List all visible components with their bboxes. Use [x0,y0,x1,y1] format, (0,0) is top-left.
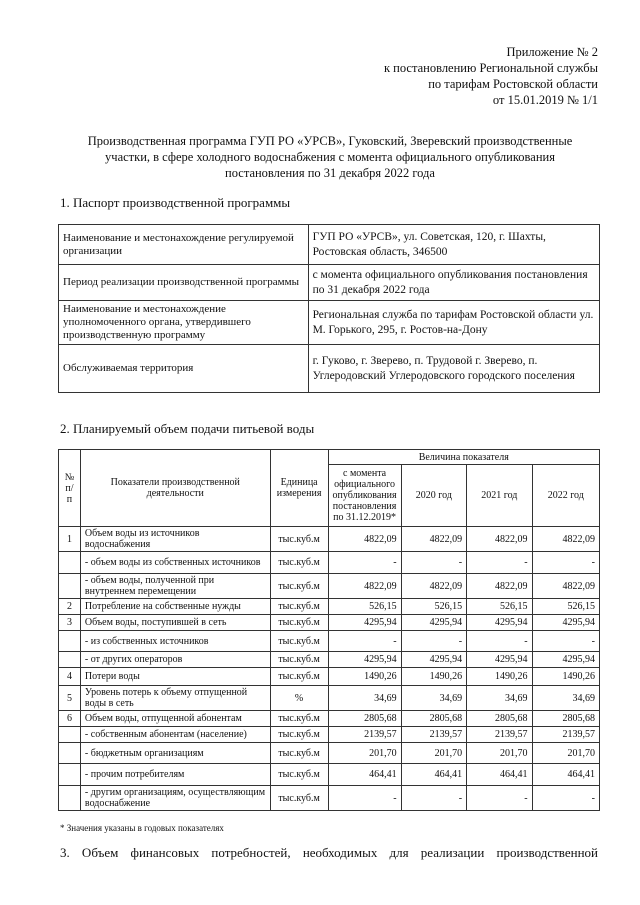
row-number [59,764,81,786]
header-unit: Единица измерения [270,450,328,527]
row-unit: тыс.куб.м [270,743,328,764]
row-indicator: Уровень потерь к объему отпущенной воды в сеть [80,686,270,711]
row-value: 4295,94 [532,652,599,668]
table-row [59,631,600,652]
row-unit: % [270,686,328,711]
row-indicator: Потери воды [80,668,270,686]
row-unit: тыс.куб.м [270,668,328,686]
row-indicator: Объем воды, поступившей в сеть [80,615,270,631]
row-number [59,743,81,764]
row-number: 6 [59,711,81,727]
section2-heading: 2. Планируемый объем подачи питьевой воды [60,421,315,436]
row-value: - [401,786,466,811]
row-unit: тыс.куб.м [270,552,328,574]
row-value: 201,70 [328,743,401,764]
row-value: 201,70 [401,743,466,764]
row-indicator: - из собственных источников [80,631,270,652]
row-value: 4822,09 [328,527,401,552]
row-indicator: Потребление на собственные нужды [80,599,270,615]
passport-value: ГУП РО «УРСВ», ул. Советская, 120, г. Шахты, Ростовская область, 346500 [308,225,599,265]
passport-table [58,224,600,393]
row-value: 1490,26 [328,668,401,686]
passport-label: Наименование и местонахождение уполномоченного органа, утвердившего производственную программу [59,301,309,345]
appendix-line: по тарифам Ростовской области [428,77,598,91]
row-value: - [532,631,599,652]
table-row [59,668,600,686]
table-row [59,552,600,574]
table-row [59,743,600,764]
table-row [59,786,600,811]
row-unit: тыс.куб.м [270,764,328,786]
row-value: 2139,57 [532,727,599,743]
row-value: 4295,94 [401,652,466,668]
row-value: 2139,57 [401,727,466,743]
header-year: 2021 год [467,465,532,527]
passport-row [59,345,600,393]
row-value: 2805,68 [401,711,466,727]
row-unit: тыс.куб.м [270,652,328,668]
row-value: 4822,09 [467,574,532,599]
row-value: 4822,09 [532,574,599,599]
table-row [59,727,600,743]
row-value: - [401,552,466,574]
row-value: 526,15 [328,599,401,615]
row-indicator: - бюджетным организациям [80,743,270,764]
row-number: 4 [59,668,81,686]
row-value: 1490,26 [532,668,599,686]
row-value: 201,70 [467,743,532,764]
row-unit: тыс.куб.м [270,727,328,743]
header-period: с момента официального опубликования постановления по 31.12.2019* [328,465,401,527]
row-value: 4295,94 [467,615,532,631]
row-value: 526,15 [532,599,599,615]
passport-row [59,225,600,265]
row-value: - [532,552,599,574]
row-value: 526,15 [401,599,466,615]
appendix-line: к постановлению Региональной службы [383,61,598,75]
row-value: 34,69 [401,686,466,711]
passport-label: Наименование и местонахождение регулируемой организации [59,225,309,265]
row-value: 464,41 [532,764,599,786]
passport-value: Региональная служба по тарифам Ростовской области ул. М. Горького, 295, г. Ростов-на-Дону [308,301,599,345]
header-year: 2022 год [532,465,599,527]
header-year: 2020 год [401,465,466,527]
passport-value: с момента официального опубликования постановления по 31 декабря 2022 года [308,265,599,301]
title-line: участки, в сфере холодного водоснабжения с момента официального опубликования [105,150,555,164]
row-unit: тыс.куб.м [270,615,328,631]
row-indicator: - прочим потребителям [80,764,270,786]
table-row [59,764,600,786]
row-value: 4822,09 [401,527,466,552]
row-indicator: - объем воды из собственных источников [80,552,270,574]
table-row [59,652,600,668]
table-row [59,615,600,631]
row-number [59,727,81,743]
row-value: - [467,552,532,574]
passport-label: Обслуживаемая территория [59,345,309,393]
row-value: 526,15 [467,599,532,615]
row-number [59,652,81,668]
header-group: Величина показателя [328,450,599,465]
row-unit: тыс.куб.м [270,574,328,599]
appendix-block [384,44,598,108]
title-line: Производственная программа ГУП РО «УРСВ», Гуковский, Зверевский производственные [87,134,573,148]
row-value: 2805,68 [467,711,532,727]
water-volume-table [58,449,600,811]
row-value: 4295,94 [401,615,466,631]
header-indicator: Показатели производственной деятельности [80,450,270,527]
row-number [59,552,81,574]
row-value: - [328,786,401,811]
table-row [59,686,600,711]
appendix-line: Приложение № 2 [506,45,598,59]
section3-heading: 3. Объем финансовых потребностей, необходимых для реализации производственной [60,845,598,860]
row-value: - [467,631,532,652]
passport-row [59,301,600,345]
row-indicator: - другим организациям, осуществляющим водоснабжение [80,786,270,811]
row-unit: тыс.куб.м [270,711,328,727]
row-value: 34,69 [467,686,532,711]
title-line: постановления по 31 декабря 2022 года [225,166,435,180]
row-unit: тыс.куб.м [270,599,328,615]
row-value: 464,41 [467,764,532,786]
appendix-line: от 15.01.2019 № 1/1 [492,93,598,107]
row-value: 2805,68 [328,711,401,727]
row-value: 1490,26 [467,668,532,686]
section1-heading: 1. Паспорт производственной программы [60,195,291,210]
row-value: - [401,631,466,652]
row-value: 4295,94 [532,615,599,631]
row-number: 2 [59,599,81,615]
footnote: * Значения указаны в годовых показателях [60,823,224,833]
document-title [60,133,600,181]
row-number [59,786,81,811]
header-row [59,450,600,465]
row-unit: тыс.куб.м [270,786,328,811]
row-value: 464,41 [401,764,466,786]
table-row [59,599,600,615]
row-number [59,631,81,652]
row-value: 4822,09 [467,527,532,552]
row-value: 4295,94 [467,652,532,668]
row-indicator: - объем воды, полученной при внутреннем перемещении [80,574,270,599]
row-number: 3 [59,615,81,631]
row-number: 1 [59,527,81,552]
passport-row [59,265,600,301]
row-value: - [328,631,401,652]
row-unit: тыс.куб.м [270,631,328,652]
passport-label: Период реализации производственной программы [59,265,309,301]
row-value: 2805,68 [532,711,599,727]
row-unit: тыс.куб.м [270,527,328,552]
row-value: 4295,94 [328,652,401,668]
passport-value: г. Гуково, г. Зверево, п. Трудовой г. Зверево, п. Углеродовский Углеродовского городского поселения [308,345,599,393]
row-value: - [467,786,532,811]
header-num: № п/п [59,450,81,527]
row-value: 4295,94 [328,615,401,631]
row-value: 1490,26 [401,668,466,686]
row-indicator: Объем воды из источников водоснабжения [80,527,270,552]
row-value: 464,41 [328,764,401,786]
row-indicator: - от других операторов [80,652,270,668]
row-value: 4822,09 [532,527,599,552]
table-row [59,711,600,727]
row-value: 34,69 [532,686,599,711]
row-value: 4822,09 [328,574,401,599]
table-row [59,527,600,552]
row-value: 34,69 [328,686,401,711]
row-number [59,574,81,599]
row-indicator: Объем воды, отпущенной абонентам [80,711,270,727]
table-row [59,574,600,599]
row-indicator: - собственным абонентам (население) [80,727,270,743]
row-value: 2139,57 [467,727,532,743]
row-value: - [532,786,599,811]
row-value: 2139,57 [328,727,401,743]
row-number: 5 [59,686,81,711]
row-value: - [328,552,401,574]
row-value: 201,70 [532,743,599,764]
row-value: 4822,09 [401,574,466,599]
